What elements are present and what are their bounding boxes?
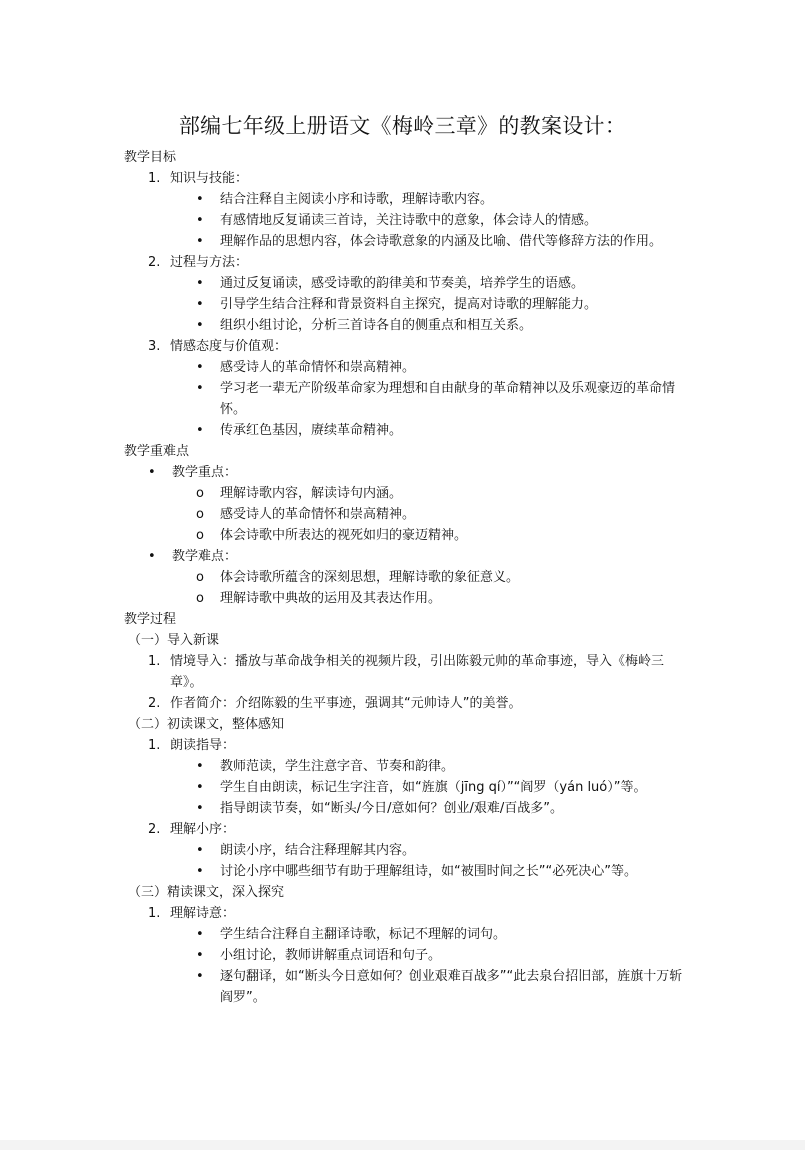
objective-label: 知识与技能： [170, 171, 249, 186]
keypoint-point-text: 体会诗歌中所表达的视死如归的豪迈精神。 [220, 528, 468, 543]
keypoint-item-text: 教学重点： [172, 465, 238, 480]
process-item-label: 情境导入： [170, 654, 236, 669]
process-point [196, 861, 694, 882]
objective-point-text: 感受诗人的革命情怀和崇高精神。 [220, 360, 416, 375]
objective-point-marker: • [196, 360, 204, 375]
process-item-label: 朗读指导： [170, 738, 236, 753]
objective-item-text [170, 252, 694, 273]
objective-point [196, 378, 694, 420]
process-item-marker: 1. [148, 738, 161, 753]
objective-point-marker: • [196, 234, 204, 249]
process-point-text: 学生结合注释自主翻译诗歌，标记不理解的词句。 [220, 927, 507, 942]
process-point [196, 798, 694, 819]
process-point-text: 教师范读，学生注意字音、节奏和韵律。 [220, 759, 455, 774]
process-item-text [170, 651, 694, 693]
keypoint-point-text: 理解诗歌内容，解读诗句内涵。 [220, 486, 403, 501]
process-point [196, 840, 694, 861]
keypoint-item-marker: • [148, 465, 156, 480]
keypoint-point-marker: o [196, 486, 204, 501]
process-point-text: 讨论小序中哪些细节有助于理解组诗，如“被围时间之长”“必死决心”等。 [220, 864, 637, 879]
objective-point [196, 231, 694, 252]
objective-point-text: 通过反复诵读，感受诗歌的韵律美和节奏美，培养学生的语感。 [220, 276, 585, 291]
keypoint-item-marker: • [148, 549, 156, 564]
objective-point [196, 294, 694, 315]
objective-point [196, 357, 694, 378]
process-point-marker: • [196, 759, 204, 774]
objective-point-marker: • [196, 192, 204, 207]
document-body [124, 147, 694, 1008]
process-point-marker: • [196, 864, 204, 879]
objective-point [196, 273, 694, 294]
objective-item-marker: 2. [148, 255, 161, 270]
keypoint-point [196, 483, 694, 504]
process-point-marker: • [196, 780, 204, 795]
process-item-text: 介绍陈毅的生平事迹，强调其“元帅诗人”的美誉。 [235, 696, 522, 711]
process-item-text [170, 735, 694, 756]
process-section-title: （一）导入新课 [128, 633, 220, 648]
process-point-text: 指导朗读节奏，如“断头/今日/意如何？创业/艰难/百战多”。 [220, 801, 563, 816]
process-section-title: （三）精读课文，深入探究 [128, 885, 285, 900]
keypoint-item [148, 462, 694, 483]
keypoint-point-text: 体会诗歌所蕴含的深刻思想，理解诗歌的象征意义。 [220, 570, 520, 585]
process-item-label: 理解诗意： [170, 906, 236, 921]
objective-point-text: 学习老一辈无产阶级革命家为理想和自由献身的革命精神以及乐观豪迈的革命情怀。 [220, 381, 676, 417]
objective-point [196, 420, 694, 441]
keypoints-heading: 教学重难点 [124, 444, 190, 459]
process-point-text: 逐句翻译，如“断头今日意如何？创业艰难百战多”“此去泉台招旧部，旌旗十万斩阎罗”。 [220, 969, 683, 1005]
process-item-marker: 1. [148, 654, 161, 669]
keypoint-point-marker: o [196, 570, 204, 585]
process-item-marker: 2. [148, 696, 161, 711]
keypoint-point-text: 理解诗歌中典故的运用及其表达作用。 [220, 591, 442, 606]
process-point [196, 945, 694, 966]
process-point [196, 756, 694, 777]
objective-point-marker: • [196, 318, 204, 333]
process-item [148, 735, 694, 756]
objective-point-marker: • [196, 213, 204, 228]
keypoint-point [196, 567, 694, 588]
keypoint-point [196, 525, 694, 546]
objective-point [196, 210, 694, 231]
objective-point-text: 理解作品的思想内容，体会诗歌意象的内涵及比喻、借代等修辞方法的作用。 [220, 234, 663, 249]
keypoint-point [196, 504, 694, 525]
process-point-marker: • [196, 948, 204, 963]
process-item-text [170, 819, 694, 840]
process-item-marker: 2. [148, 822, 161, 837]
process-item [148, 819, 694, 840]
objective-item [148, 168, 694, 189]
objective-point-text: 有感情地反复诵读三首诗，关注诗歌中的意象，体会诗人的情感。 [220, 213, 598, 228]
process-point-text: 学生自由朗读，标记生字注音，如“旌旗（jīng qí）”“阎罗（yán luó）”等。 [220, 780, 647, 795]
objective-item-marker: 1. [148, 171, 161, 186]
objective-item-text [170, 168, 694, 189]
process-item [148, 693, 694, 714]
process-point-marker: • [196, 927, 204, 942]
process-item-marker: 1. [148, 906, 161, 921]
objective-point-text: 结合注释自主阅读小序和诗歌，理解诗歌内容。 [220, 192, 494, 207]
process-item-text [170, 693, 694, 714]
process-point [196, 924, 694, 945]
objective-point-text: 引导学生结合注释和背景资料自主探究，提高对诗歌的理解能力。 [220, 297, 598, 312]
process-point-marker: • [196, 843, 204, 858]
keypoint-point-marker: o [196, 591, 204, 606]
objective-point-marker: • [196, 381, 204, 396]
process-point-marker: • [196, 969, 204, 984]
process-point-text: 朗读小序，结合注释理解其内容。 [220, 843, 416, 858]
process-point [196, 777, 694, 798]
process-item-label: 理解小序： [170, 822, 236, 837]
objectives-heading: 教学目标 [124, 150, 177, 165]
process-heading: 教学过程 [124, 612, 177, 627]
process-item-text: 播放与革命战争相关的视频片段，引出陈毅元帅的革命事迹，导入《梅岭三章》。 [170, 654, 665, 690]
objective-item [148, 336, 694, 357]
process-item [148, 903, 694, 924]
keypoint-item [148, 546, 694, 567]
keypoint-point-marker: o [196, 507, 204, 522]
keypoint-item-text: 教学难点： [172, 549, 238, 564]
objective-point-marker: • [196, 423, 204, 438]
objective-item-text [170, 336, 694, 357]
objective-point-text: 传承红色基因，赓续革命精神。 [220, 423, 403, 438]
objective-point [196, 189, 694, 210]
process-point-text: 小组讨论，教师讲解重点词语和句子。 [220, 948, 442, 963]
objective-point-marker: • [196, 297, 204, 312]
objective-label: 情感态度与价值观： [170, 339, 288, 354]
keypoint-point-text: 感受诗人的革命情怀和崇高精神。 [220, 507, 416, 522]
process-item-label: 作者简介： [170, 696, 236, 711]
process-section-title: （二）初读课文，整体感知 [128, 717, 285, 732]
keypoint-point [196, 588, 694, 609]
objective-label: 过程与方法： [170, 255, 249, 270]
objective-point-marker: • [196, 276, 204, 291]
keypoint-point-marker: o [196, 528, 204, 543]
document-title: 部编七年级上册语文《梅岭三章》的教案设计： [178, 114, 627, 138]
process-item [148, 651, 694, 693]
process-point-marker: • [196, 801, 204, 816]
objective-item-marker: 3. [148, 339, 161, 354]
objective-item [148, 252, 694, 273]
process-point [196, 966, 694, 1008]
objective-point-text: 组织小组讨论，分析三首诗各自的侧重点和相互关系。 [220, 318, 533, 333]
objective-point [196, 315, 694, 336]
process-item-text [170, 903, 694, 924]
